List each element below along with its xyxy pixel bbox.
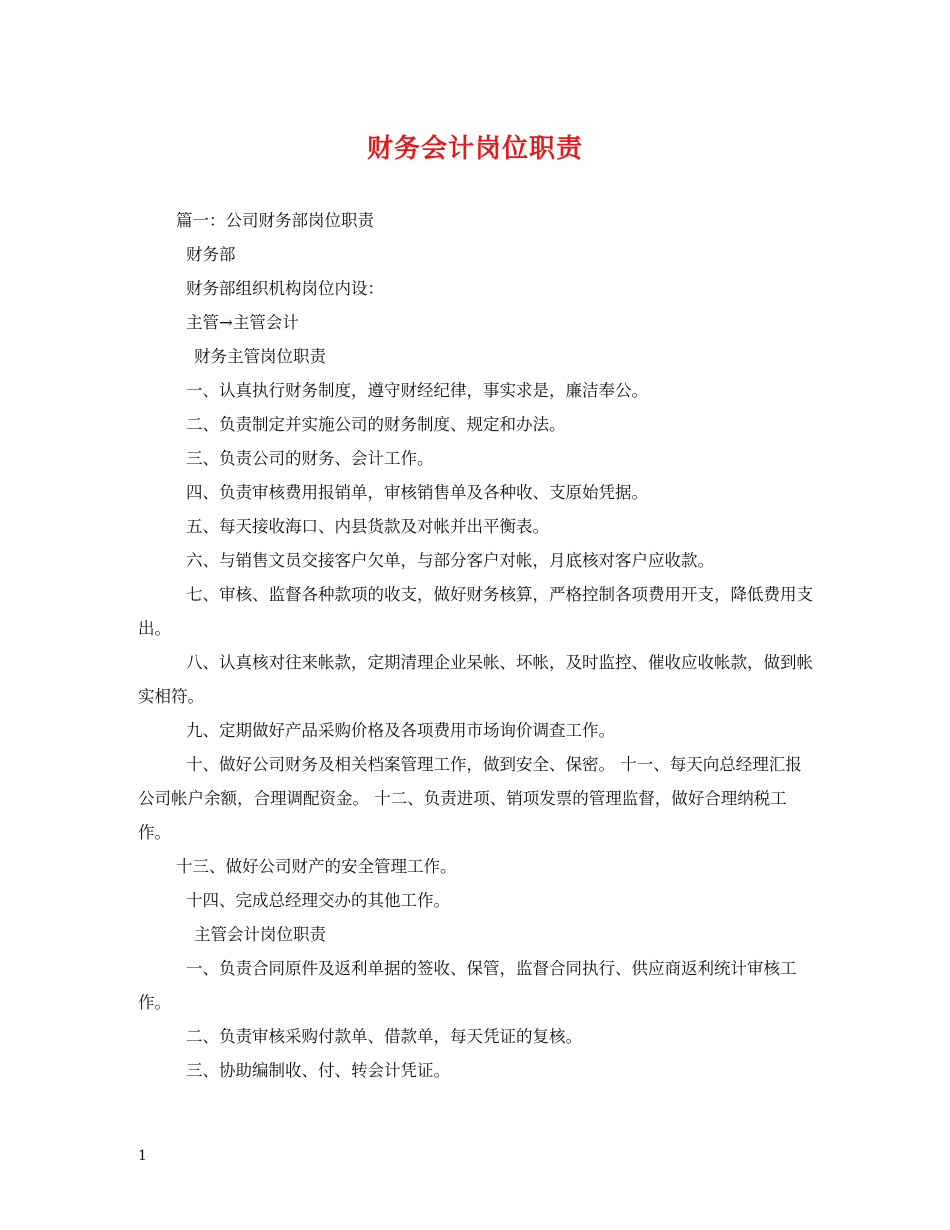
paragraph: 财务部组织机构岗位内设： — [186, 279, 384, 298]
paragraph: 三、负责公司的财务、会计工作。 — [186, 449, 434, 468]
page-number: 1 — [138, 1148, 147, 1164]
paragraph: 一、认真执行财务制度，遵守财经纪律，事实求是，廉洁奉公。 — [186, 381, 648, 400]
paragraph: 十四、完成总经理交办的其他工作。 — [186, 891, 450, 910]
paragraph: 一、负责合同原件及返利单据的签收、保管，监督合同执行、供应商返利统计审核工作。 — [138, 959, 797, 1012]
paragraph: 主管→主管会计 — [186, 313, 299, 332]
paragraph: 四、负责审核费用报销单，审核销售单及各种收、支原始凭据。 — [186, 483, 648, 502]
document-title: 财务会计岗位职责 — [366, 134, 583, 164]
paragraph: 八、认真核对往来帐款，定期清理企业呆帐、坏帐，及时监控、催收应收帐款，做到帐实相符。 — [138, 653, 813, 706]
paragraph: 五、每天接收海口、内县货款及对帐并出平衡表。 — [186, 517, 549, 536]
paragraph: 九、定期做好产品采购价格及各项费用市场询价调查工作。 — [186, 721, 615, 740]
paragraph: 六、与销售文员交接客户欠单，与部分客户对帐，月底核对客户应收款。 — [186, 551, 714, 570]
paragraph: 主管会计岗位职责 — [194, 925, 326, 944]
paragraph: 篇一：公司财务部岗位职责 — [176, 211, 374, 230]
paragraph: 二、负责制定并实施公司的财务制度、规定和办法。 — [186, 415, 566, 434]
paragraph: 财务部 — [186, 245, 236, 264]
paragraph: 七、审核、监督各种款项的收支，做好财务核算，严格控制各项费用开支，降低费用支出。 — [138, 585, 813, 638]
paragraph: 财务主管岗位职责 — [194, 347, 326, 366]
paragraph: 十、做好公司财务及相关档案管理工作，做到安全、保密。 十一、每天向总经理汇报公司帐户余额，合理调配资金。 十二、负责进项、销项发票的管理监督，做好合理纳税工作。 — [138, 755, 802, 842]
paragraph: 二、负责审核采购付款单、借款单，每天凭证的复核。 — [186, 1027, 582, 1046]
paragraph: 十三、做好公司财产的安全管理工作。 — [176, 857, 457, 876]
document-body — [138, 204, 818, 1088]
paragraph: 三、协助编制收、付、转会计凭证。 — [186, 1061, 450, 1080]
